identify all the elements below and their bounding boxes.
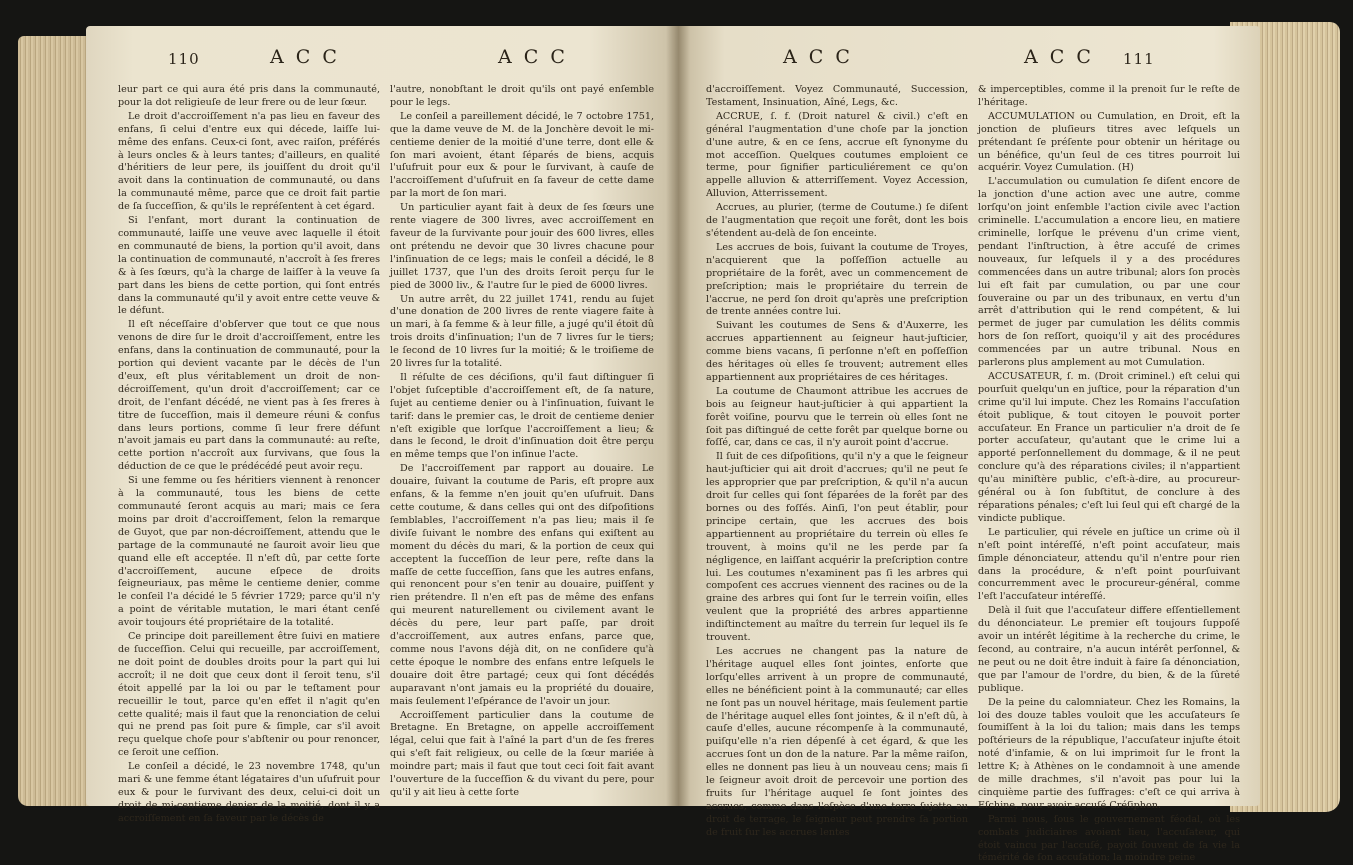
paragraph: Il réſulte de ces déciſions, qu'il faut diſtinguer ſi l'objet ſuſceptible d'accroiſſement eſt, de ſa nature, ſujet au centieme denier ou à l'inſinuation, ſuivant le tarif: dans le premier cas, le droit de centieme denier n'eſt exigible que lorſque l'accroiſſement a lieu; & dans le ſecond, le droit d'inſinuation doit être perçu en même temps que l'on inſinue l'acte. bbox=[390, 371, 654, 461]
paragraph: Le particulier, qui révele en juſtice un crime où il n'eſt point intéreſſé, n'eſt point accuſateur, mais ſimple dénonciateur, attendu qu'il n'entre pour rien dans la procédure, & n'eſt point pourſuivant concurremment avec le procureur-général, comme l'eſt l'accuſateur intéreſſé. bbox=[978, 526, 1240, 603]
right-column-2 bbox=[978, 84, 1240, 864]
paragraph: Le droit d'accroiſſement n'a pas lieu en faveur des enfans, ſi celui d'entre eux qui décede, laiſſe lui-même des enfans. Ceux-ci ſont, avec raiſon, préférés à leurs oncles & à leurs tantes; d'ailleurs, en qualité d'héritiers de leur pere, ils jouiſſent du droit qu'il avoit dans la continuation de communauté, ou dans la communauté même, parce que ce droit fait partie de ſa ſucceſſion, & qu'ils le repréſentent à cet égard. bbox=[118, 110, 380, 213]
right-page-number: 111 bbox=[1123, 50, 1155, 68]
right-header-left: A C C bbox=[783, 46, 853, 68]
paragraph: leur part ce qui aura été pris dans la communauté, pour la dot religieuſe de leur frere ou de leur ſœur. bbox=[118, 84, 380, 108]
paragraph: Les accrues ne changent pas la nature de l'héritage auquel elles ſont jointes, enſorte que lorſqu'elles arrivent à un propre de communauté, elles ne bénéficient point à la communauté; car elles ne ſont pas un nouvel héritage, mais ſeulement partie de l'héritage auquel elles ſont jointes, & il n'eſt dû, à cauſe d'elles, aucune récompenſe à la communauté, puiſqu'elle n'a rien dépenſé à cet égard, & que les accrues ſont un don de la nature. Par la même raiſon, elles ne donnent pas lieu à un nouveau cens; mais ſi le ſeigneur avoit droit de percevoir une portion des fruits ſur l'héritage auquel ſe ſont jointes des accrues, comme dans l'eſpèce d'une terre ſujette au droit de terrage, le ſeigneur peut prendre ſa portion de fruit ſur les accrues lentes bbox=[706, 645, 968, 838]
paragraph: ACCUSATEUR, ſ. m. (Droit criminel.) eſt celui qui pourſuit quelqu'un en juſtice, pour la réparation d'un crime qu'il lui impute. Chez les Romains l'accuſation étoit publique, & tout citoyen le pouvoit porter accuſateur. En France un particulier n'a droit de ſe porter accuſateur, qu'autant que le crime lui a apporté perſonnellement du dommage, & il ne peut conclure qu'à des réparations civiles; il n'appartient qu'au miniſtère public, c'eſt-à-dire, au procureur-général ou à ſon ſubſtitut, de conclure à des réparations pénales; c'eſt lui ſeul qui eſt chargé de la vindicte publique. bbox=[978, 370, 1240, 524]
paragraph: Il eſt néceſſaire d'obſerver que tout ce que nous venons de dire ſur le droit d'accroiſſement, entre les enfans, dans la continuation de communauté, pour la portion qui devient vacante par le décès de l'un d'eux, eſt plus véritablement un droit de non-décroiſſement, qu'un droit d'accroiſſement; car ce droit, de l'enfant décédé, ne vient pas à ſes freres à titre de ſucceſſion, mais il demeure réuni & confus dans leurs portions, comme ſi leur frere défunt n'avoit jamais eu part dans la communauté: au reſte, cette portion n'accroît aux ſurvivans, que ſous la déduction de ce que le prédécédé peut avoir reçu. bbox=[118, 319, 380, 473]
paragraph: Delà il ſuit que l'accuſateur differe eſſentiellement du dénonciateur. Le premier eſt toujours ſuppoſé avoir un intérêt légitime à la recherche du crime, le ſecond, au contraire, n'a aucun intérêt perſonnel, & ne peut ou ne doit être induit à faire ſa dénonciation, que par l'amour de l'ordre, du bien, & de la ſûreté publique. bbox=[978, 605, 1240, 694]
right-header-right: A C C bbox=[1024, 46, 1094, 68]
paragraph: Accrues, au plurier, (terme de Coutume.) ſe diſent de l'augmentation que reçoit une forêt, dont les bois s'étendent au-delà de ſon enceinte. bbox=[706, 202, 968, 239]
paragraph: Le conſeil a pareillement décidé, le 7 octobre 1751, que la dame veuve de M. de la Jonchère devoit le mi-centieme denier de la moitié d'une terre, dont elle & ſon mari avoient, étant ſéparés de biens, acquis l'uſufruit pour eux & pour le ſurvivant, à cauſe de l'accroiſſement d'uſufruit en ſa faveur de cette dame par la mort de ſon mari. bbox=[390, 110, 654, 200]
book-gutter bbox=[666, 26, 690, 806]
paragraph: Ce principe doit pareillement être ſuivi en matiere de ſucceſſion. Celui qui recueille, par accroiſſement, ne doit point de doubles droits pour la part qui lui accroît; il ne doit que ceux dont il ſeroit tenu, s'il étoit appellé par la loi ou par le teſtament pour recueillir le tout, parce qu'en effet il n'agit qu'en cette qualité; mais il faut que la renonciation de celui qui ne prend pas ſoit pure & ſimple, car s'il avoit reçu quelque choſe pour s'abſtenir ou pour renoncer, ce ſeroit une ceſſion. bbox=[118, 631, 380, 759]
left-column-1 bbox=[118, 84, 380, 824]
paragraph: De la peine du calomniateur. Chez les Romains, la loi des douze tables vouloit que les accuſateurs ſe ſoumiſſent à la loi du talion; mais dans les temps poſtérieurs de la république, l'accuſateur injuſte étoit noté d'infamie, & on lui imprimoit ſur le front la lettre K; à Athènes on le condamnoit à une amende de mille drachmes, s'il n'avoit pas pour lui la cinquième partie des ſuffrages: c'eſt ce qui arriva à Eſchine, pour avoir accuſé Créſiphon. bbox=[978, 696, 1240, 811]
paragraph: Si une femme ou ſes héritiers viennent à renoncer à la communauté, tous les biens de cette communauté ſeront acquis au mari; mais ce ſera moins par droit d'accroiſſement, ſelon la remarque de Guyot, que par non-décroiſſement, attendu que le partage de la communauté ne ſauroit avoir lieu que quand elle eſt acceptée. Il n'eſt dû, par cette ſorte d'accroiſſement, aucune eſpece de droits ſeigneuriaux, pas même le centieme denier, comme le conſeil l'a décidé le 5 février 1729; parce qu'il n'y a point de véritable mutation, le mari étant cenſé avoir toujours été propriétaire de la totalité. bbox=[118, 475, 380, 629]
left-header-right: A C C bbox=[498, 46, 568, 68]
paragraph: Parmi nous, ſous le gouvernement féodal, où les combats judiciaires avoient lieu, l'accuſateur, qui étoit vaincu par l'accuſé, payoit ſouvent de ſa vie la témérité de ſon accuſation; la moindre peine bbox=[978, 813, 1240, 864]
paragraph: d'accroiſſement. Voyez Communauté, Succession, Testament, Insinuation, Aîné, Legs, &c. bbox=[706, 84, 968, 108]
paragraph: l'autre, nonobſtant le droit qu'ils ont payé enſemble pour le legs. bbox=[390, 84, 654, 108]
paragraph: De l'accroiſſement par rapport au douaire. Le douaire, ſuivant la coutume de Paris, eſt propre aux enfans, & la femme n'en jouit qu'en uſufruit. Dans cette coutume, & dans celles qui ont des diſpoſitions ſemblables, l'accroiſſement n'a pas lieu; mais il ſe diviſe ſuivant le nombre des enfans qui exiſtent au moment du décès du mari, & la portion de ceux qui acceptent la ſucceſſion de leur pere, reſte dans la maſſe de cette ſucceſſion, ſans que les autres enfans, qui renoncent pour s'en tenir au douaire, puiſſent y rien prétendre. Il n'en eſt pas de même des enfans qui meurent naturellement ou civilement avant le décès du pere, leur part paſſe, par droit d'accroiſſement, aux autres enfans, parce que, comme nous l'avons déjà dit, on ne conſidere qu'à cette époque le nombre des enfans entre leſquels le douaire doit être partagé; ceux qui ſont décédés auparavant n'ont jamais eu la propriété du douaire, mais ſeulement l'eſpérance de l'avoir un jour. bbox=[390, 463, 654, 707]
left-header-left: A C C bbox=[270, 46, 340, 68]
paragraph: ACCUMULATION ou Cumulation, en Droit, eſt la jonction de pluſieurs titres avec leſquels un prétendant ſe préſente pour obtenir un héritage ou un bénéfice, qu'un ſeul de ces titres pourroit lui acquérir. Voyez Cumulation. (H) bbox=[978, 110, 1240, 174]
right-column-1 bbox=[706, 84, 968, 838]
left-page-number: 110 bbox=[168, 50, 200, 68]
paragraph: Si l'enfant, mort durant la continuation de communauté, laiſſe une veuve avec laquelle il étoit en communauté de biens, la portion qu'il avoit, dans la continuation de communauté, n'accroît à ſes freres & à ſes ſœurs, qu'à la charge de laiſſer à la veuve ſa part dans les biens de cette portion, qui ſont entrés dans la communauté qu'il y avoit entre cette veuve & le défunt. bbox=[118, 215, 380, 317]
paragraph: ACCRUE, ſ. f. (Droit naturel & civil.) c'eſt en général l'augmentation d'une choſe par la jonction d'une autre, & en ce ſens, accrue eſt ſynonyme du mot acceſſion. Quelques coutumes emploient ce terme, pour ſignifier particuliérement ce qu'on appelle alluvion & atterriſſement. Voyez Accession, Alluvion, Atterrissement. bbox=[706, 110, 968, 200]
paragraph: Il ſuit de ces diſpoſitions, qu'il n'y a que le ſeigneur haut-juſticier qui ait droit d'accrues; qu'il ne peut ſe les approprier que par preſcription, & qu'il n'a aucun droit ſur celles qui ſont ſéparées de la forêt par des bornes ou des foſſés. Ainſi, l'on peut établir, pour principe certain, que les accrues des bois appartiennent au propriétaire du terrein où elles ſe trouvent, à moins qu'il ne les perde par ſa négligence, en laiſſant acquérir la preſcription contre lui. Les coutumes n'examinent pas ſi les arbres qui compoſent ces accrues viennent des racines ou de la graine des arbres qui ſont ſur le terrein voiſin, elles veulent que la propriété des arbres appartienne indiſtinctement au maître du terrein ſur lequel ils ſe trouvent. bbox=[706, 451, 968, 644]
paragraph: Un autre arrêt, du 22 juillet 1741, rendu au ſujet d'une donation de 200 livres de rente viagere faite à un mari, à ſa femme & à leur fille, a jugé qu'il étoit dû trois droits d'inſinuation; l'un de 7 livres ſur le tiers; le ſecond de 10 livres ſur la moitié; & le troiſieme de 20 livres ſur la totalité. bbox=[390, 293, 654, 370]
paragraph: Suivant les coutumes de Sens & d'Auxerre, les accrues appartiennent au ſeigneur haut-juſticier, comme biens vacans, ſi perſonne n'eſt en poſſeſſion des héritages où elles ſe trouvent; autrement elles appartiennent aux propriétaires de ces héritages. bbox=[706, 320, 968, 383]
paragraph: Les accrues de bois, ſuivant la coutume de Troyes, n'acquierent que la poſſeſſion actuelle au propriétaire de la forêt, avec un commencement de preſcription; mais le propriétaire du terrein de l'accrue, ne perd ſon droit qu'après une preſcription de trente années contre lui. bbox=[706, 241, 968, 318]
paragraph: Accroiſſement particulier dans la coutume de Bretagne. En Bretagne, on appelle accroiſſement légal, celui que fait à l'aîné la part d'un de ſes freres qui s'eſt fait religieux, ou celle de la ſœur mariée à moindre part; mais il faut que tout ceci ſoit fait avant l'ouverture de la ſucceſſion & du vivant du pere, pour qu'il y ait lieu à cette ſorte bbox=[390, 709, 654, 798]
paragraph: Le conſeil a décidé, le 23 novembre 1748, qu'un mari & une femme étant légataires d'un uſufruit pour eux & pour le ſurvivant des deux, celui-ci doit un droit de mi-centieme denier de la moitié, dont il y a accroiſſement en ſa faveur par le décès de bbox=[118, 761, 380, 824]
paragraph: & imperceptibles, comme il la prenoit ſur le reſte de l'héritage. bbox=[978, 84, 1240, 108]
left-column-2 bbox=[390, 84, 654, 798]
paragraph: L'accumulation ou cumulation ſe diſent encore de la jonction d'une action avec une autre, comme lorſqu'on joint enſemble l'action civile avec l'action criminelle. L'accumulation a encore lieu, en matiere criminelle, lorſque le prévenu d'un crime vient, pendant l'inſtruction, à être accuſé de crimes nouveaux, ſur leſquels il y a des procédures commencées dans un autre tribunal; alors ſon procès lui eſt fait par cumulation, ou par une cour ſouveraine ou par un des tribunaux, en vertu d'un arrêt d'attribution qui le rend compétent, & lui permet de juger par cumulation les délits commis hors de ſon reſſort, quoiqu'il y ait des procédures commencées par un autre tribunal. Nous en parlerons plus amplement au mot Cumulation. bbox=[978, 176, 1240, 369]
paragraph: La coutume de Chaumont attribue les accrues de bois au ſeigneur haut-juſticier à qui appartient la forêt voiſine, pourvu que le terrein où elles ſont ne ſoit pas diſtingué de cette forêt par quelque borne ou foſſé, car, dans ce cas, il n'y auroit point d'accrue. bbox=[706, 385, 968, 449]
paragraph: Un particulier ayant fait à deux de ſes ſœurs une rente viagere de 300 livres, avec accroiſſement en faveur de la ſurvivante pour jouir des 600 livres, elles ont prétendu ne devoir que 30 livres chacune pour l'inſinuation de ce legs; mais le conſeil a décidé, le 8 juillet 1737, que l'un des droits ſeroit perçu ſur le pied de 3000 liv., & l'autre ſur le pied de 6000 livres. bbox=[390, 202, 654, 291]
